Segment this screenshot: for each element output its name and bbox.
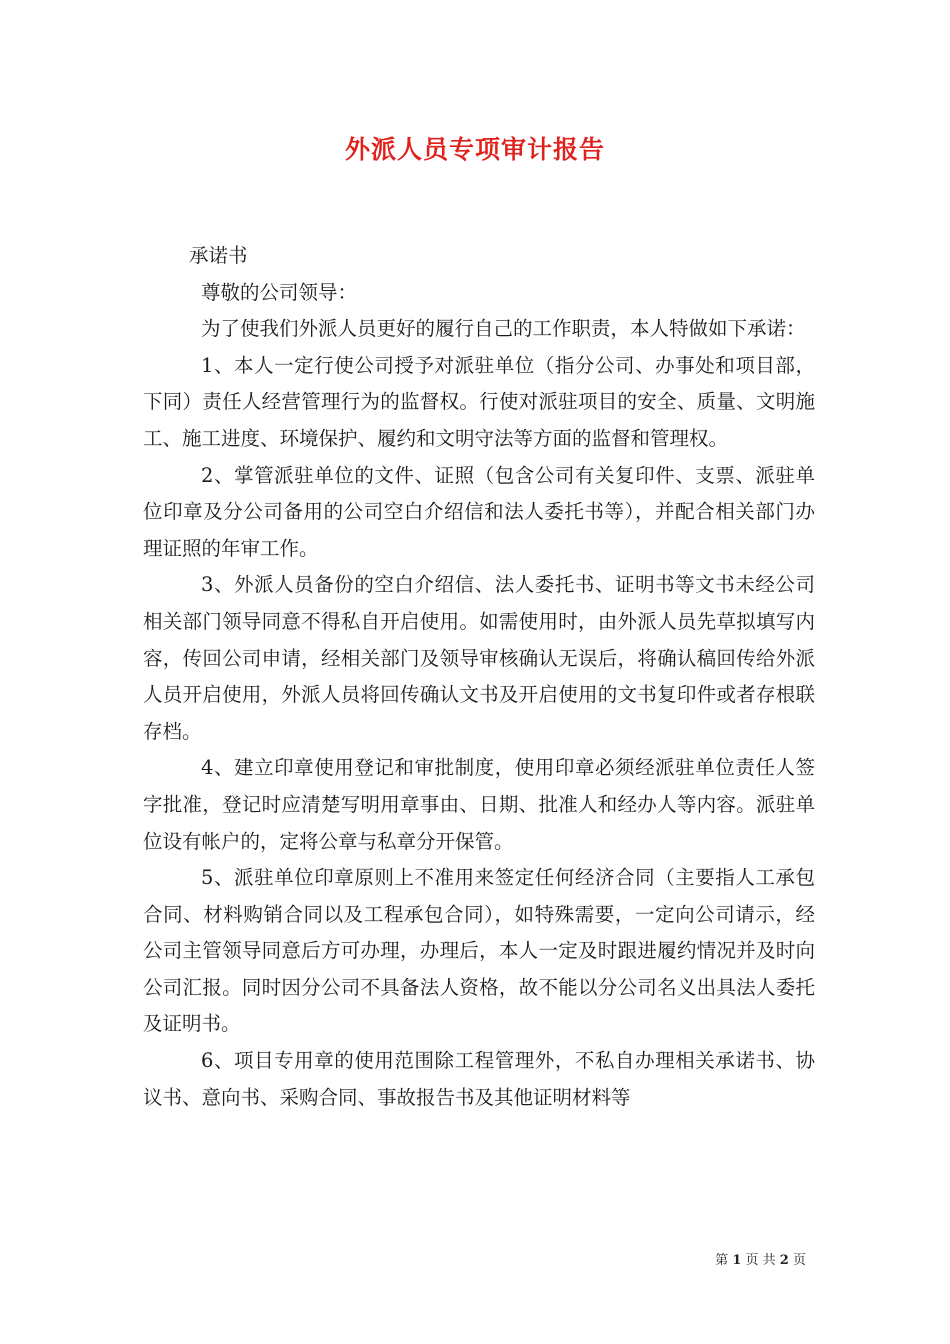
- letter-heading: 承诺书: [189, 244, 248, 267]
- commitment-item-3: 3、外派人员备份的空白介绍信、法人委托书、证明书等文书未经公司相关部门领导同意不得私自开启使用。如需使用时，由外派人员先草拟填写内容，传回公司申请，经相关部门及领导审核确认无误后，将确认稿回传给外派人员开启使用，外派人员将回传确认文书及开启使用的文书复印件或者存根联存档。: [143, 573, 815, 743]
- footer-middle: 页 共: [745, 1253, 776, 1268]
- page-footer: [715, 1249, 806, 1268]
- commitment-item-4: 4、建立印章使用登记和审批制度，使用印章必须经派驻单位责任人签字批准，登记时应清楚写明用章事由、日期、批准人和经办人等内容。派驻单位设有帐户的，定将公章与私章分开保管。: [143, 756, 815, 853]
- commitment-item-5: 5、派驻单位印章原则上不准用来签定任何经济合同（主要指人工承包合同、材料购销合同以及工程承包合同），如特殊需要，一定向公司请示，经公司主管领导同意后方可办理，办理后，本人一定及时跟进履约情况并及时向公司汇报。同时因分公司不具备法人资格，故不能以分公司名义出具法人委托及证明书。: [143, 866, 815, 1036]
- commitment-item-1: 1、本人一定行使公司授予对派驻单位（指分公司、办事处和项目部，下同）责任人经营管理行为的监督权。行使对派驻项目的安全、质量、文明施工、施工进度、环境保护、履约和文明守法等方面的监督和管理权。: [143, 353, 815, 450]
- commitment-item-6: 6、项目专用章的使用范围除工程管理外，不私自办理相关承诺书、协议书、意向书、采购合同、事故报告书及其他证明材料等: [143, 1049, 815, 1109]
- document-title: 外派人员专项审计报告: [344, 135, 605, 164]
- footer-suffix: 页: [792, 1253, 806, 1268]
- footer-total-pages: 2: [779, 1253, 789, 1268]
- document-body: [143, 238, 815, 1116]
- footer-current-page: 1: [732, 1253, 742, 1268]
- letter-greeting: 尊敬的公司领导：: [201, 280, 358, 304]
- commitment-item-2: 2、掌管派驻单位的文件、证照（包含公司有关复印件、支票、派驻单位印章及分公司备用的公司空白介绍信和法人委托书等），并配合相关部门办理证照的年审工作。: [143, 463, 815, 560]
- intro-paragraph: 为了使我们外派人员更好的履行自己的工作职责，本人特做如下承诺：: [201, 317, 806, 341]
- footer-prefix: 第: [715, 1253, 729, 1268]
